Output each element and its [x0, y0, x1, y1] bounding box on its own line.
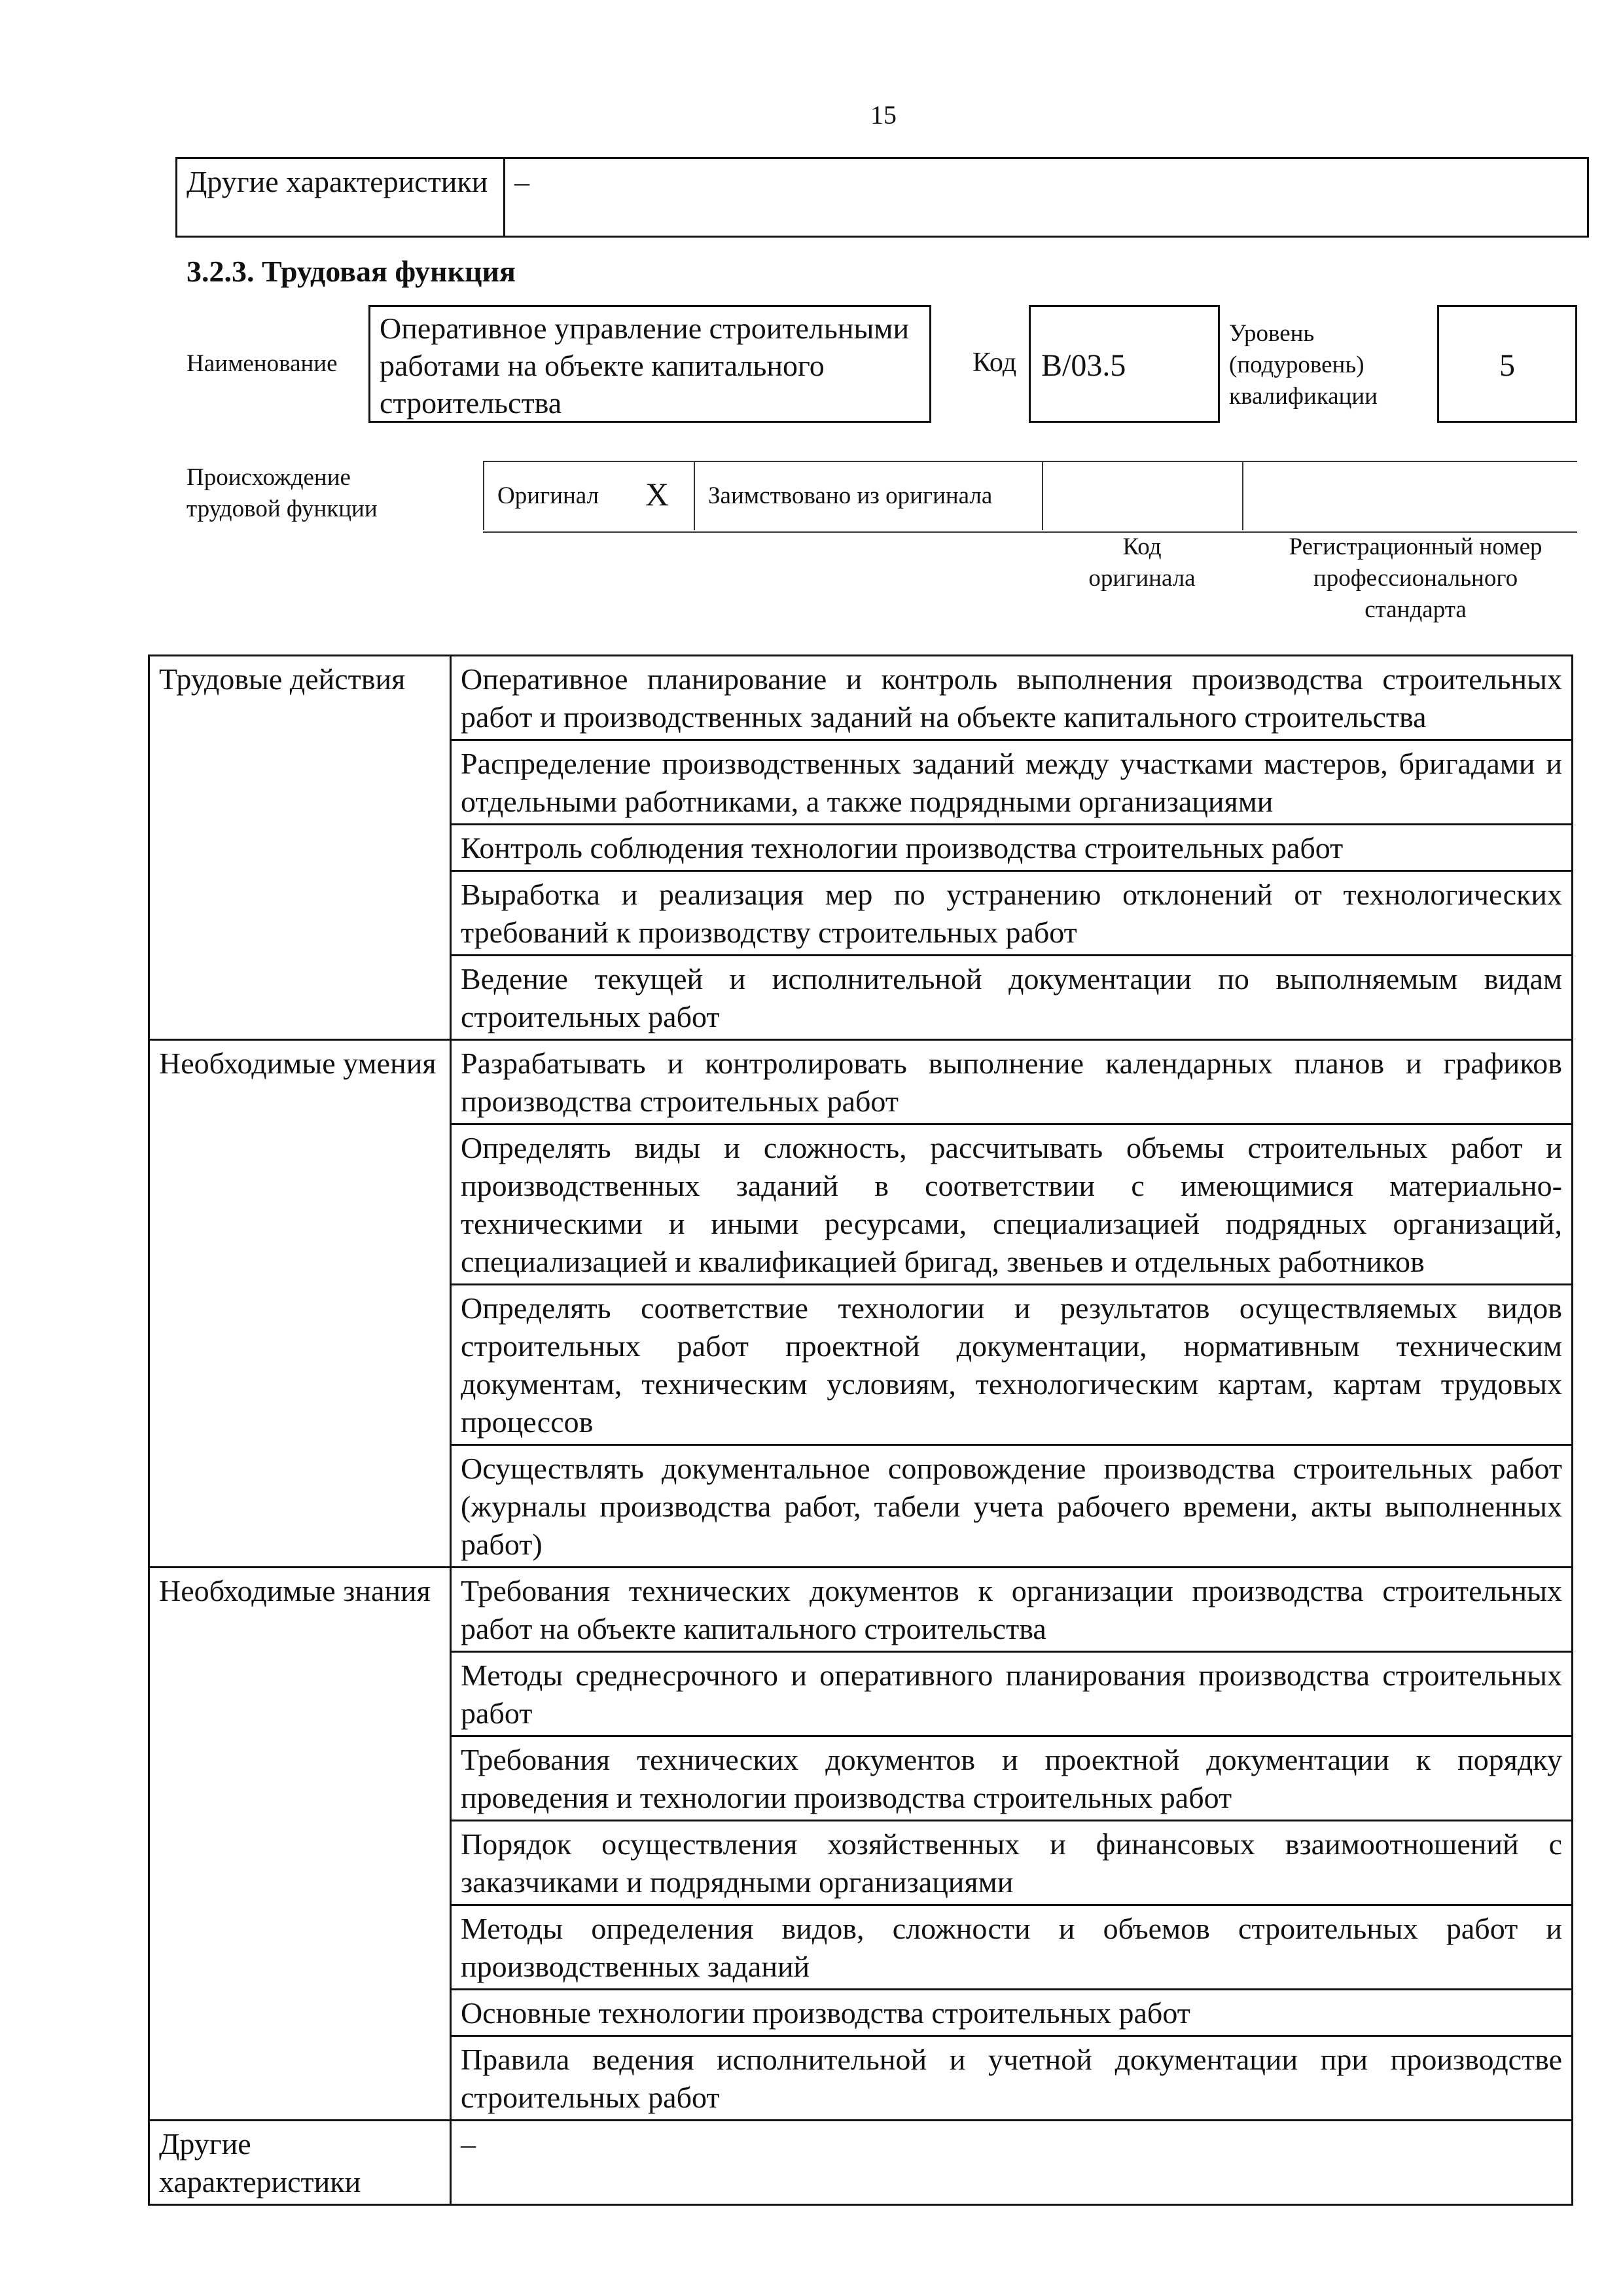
labor-actions-row: [149, 656, 1573, 740]
page-number: 15: [870, 100, 897, 130]
origin-divider-left: [483, 461, 484, 530]
other-characteristics-label: Другие характеристики: [149, 2121, 451, 2205]
required-knowledge-item: Методы определения видов, сложности и объемов строительных работ и производственных заданий: [451, 1905, 1573, 1990]
code-value: B/03.5: [1041, 348, 1126, 383]
code-value-box: [1029, 305, 1220, 423]
other-characteristics-row: [149, 2121, 1573, 2205]
labor-actions-item: Выработка и реализация мер по устранению отклонений от технологических требований к производству строительных работ: [451, 871, 1573, 956]
name-value-box: [368, 305, 931, 423]
section-title: 3.2.3. Трудовая функция: [187, 255, 516, 288]
required-skills-item: Определять виды и сложность, рассчитывать объемы строительных работ и производственных заданий в соответствии с имеющимися материально-техническими и иными ресурсами, специализацией подрядных организаций, специализацией и квалификацией бригад, звеньев и отдельных работников: [451, 1124, 1573, 1285]
labor-actions-item: Распределение производственных заданий между участками мастеров, бригадами и отдельными работниками, а также подрядными организациями: [451, 740, 1573, 825]
origin-label: Происхождение трудовой функции: [187, 464, 378, 522]
name-value: Оперативное управление строительными работами на объекте капитального строительства: [380, 312, 910, 420]
top-other-label: Другие характеристики: [177, 158, 505, 237]
required-skills-item: Осуществлять документальное сопровождение производства строительных работ (журналы производства работ, табели учета рабочего времени, акты выполненных работ): [451, 1445, 1573, 1568]
required-skills-label: Необходимые умения: [149, 1040, 451, 1568]
top-other-value: –: [505, 158, 1588, 237]
required-skills-item: Разрабатывать и контролировать выполнение календарных планов и графиков производства строительных работ: [451, 1040, 1573, 1124]
required-knowledge-row: [149, 1568, 1573, 1652]
required-knowledge-item: Требования технических документов к организации производства строительных работ на объекте капитального строительства: [451, 1568, 1573, 1652]
level-value-box: [1437, 305, 1577, 423]
required-knowledge-item: Методы среднесрочного и оперативного планирования производства строительных работ: [451, 1652, 1573, 1736]
required-knowledge-label: Необходимые знания: [149, 1568, 451, 2121]
labor-function-table: [148, 655, 1573, 2206]
original-mark: X: [645, 476, 669, 512]
origin-divider-3: [1242, 461, 1243, 530]
borrowed-label: Заимствовано из оригинала: [708, 482, 993, 509]
other-characteristics-item: –: [451, 2121, 1573, 2205]
original-label: Оригинал: [497, 482, 599, 509]
labor-actions-label: Трудовые действия: [149, 656, 451, 1040]
required-knowledge-item: Порядок осуществления хозяйственных и финансовых взаимоотношений с заказчиками и подрядными организациями: [451, 1821, 1573, 1905]
required-knowledge-item: Правила ведения исполнительной и учетной документации при производстве строительных работ: [451, 2036, 1573, 2121]
required-knowledge-item: Основные технологии производства строительных работ: [451, 1990, 1573, 2036]
name-label: Наименование: [187, 350, 338, 377]
required-skills-item: Определять соответствие технологии и результатов осуществляемых видов строительных работ проектной документации, нормативным техническим документам, техническим условиям, технологическим картам, картам трудовых процессов: [451, 1285, 1573, 1445]
top-other-characteristics-table: [175, 157, 1589, 238]
required-knowledge-item: Требования технических документов и проектной документации к порядку проведения и технологии производства строительных работ: [451, 1736, 1573, 1821]
code-label: Код: [972, 348, 1017, 378]
labor-actions-item: Оперативное планирование и контроль выполнения производства строительных работ и производственных заданий на объекте капитального строительства: [451, 656, 1573, 740]
reg-number-caption: Регистрационный номер профессионального стандарта: [1289, 533, 1543, 623]
origin-divider-1: [694, 461, 695, 530]
level-label: Уровень (подуровень) квалификации: [1229, 320, 1378, 410]
required-skills-row: [149, 1040, 1573, 1124]
origin-divider-2: [1042, 461, 1043, 530]
level-value: 5: [1499, 348, 1515, 383]
code-original-caption: Код оригинала: [1088, 533, 1196, 592]
labor-actions-item: Ведение текущей и исполнительной документации по выполняемым видам строительных работ: [451, 956, 1573, 1040]
labor-actions-item: Контроль соблюдения технологии производства строительных работ: [451, 825, 1573, 871]
